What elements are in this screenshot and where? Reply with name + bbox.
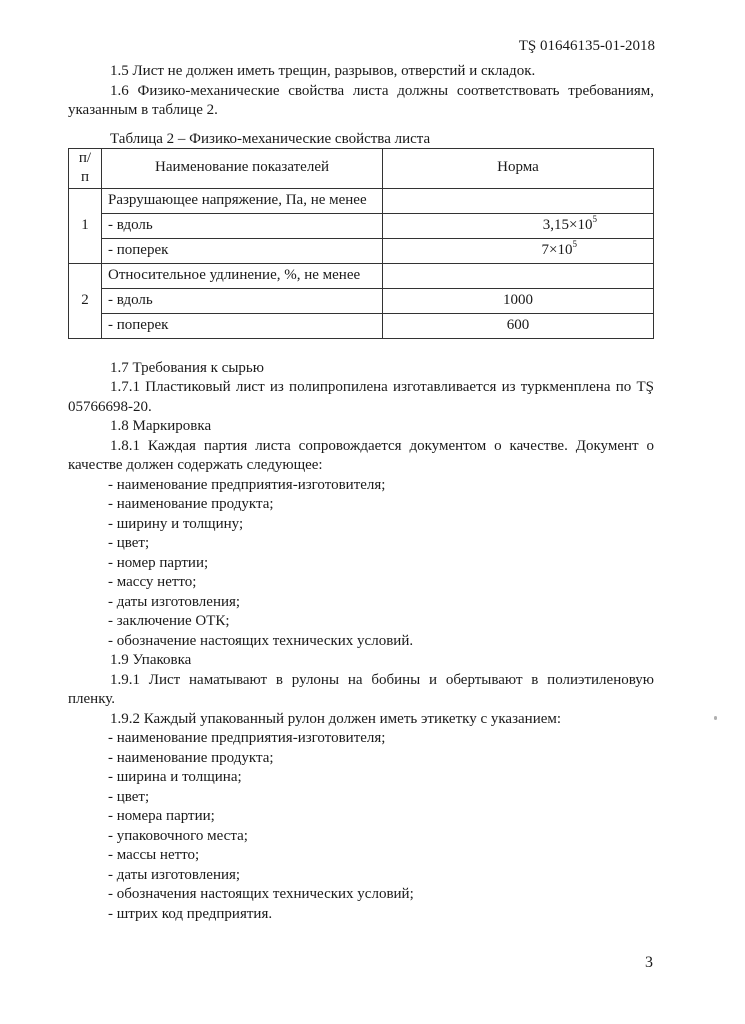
clause-1-5: 1.5 Лист не должен иметь трещин, разрывов, отверстий и складок. xyxy=(110,63,536,79)
norm-cell xyxy=(383,263,654,288)
list-item: - обозначения настоящих технических условий; xyxy=(108,886,414,902)
scan-speck xyxy=(714,716,717,720)
page-content xyxy=(68,62,654,924)
property-direction: - вдоль xyxy=(102,288,383,313)
table-row xyxy=(69,188,654,213)
list-item: - наименование продукта; xyxy=(108,749,274,766)
document-code: TŞ 01646135-01-2018 xyxy=(518,38,655,54)
clause-1-9-1: 1.9.1 Лист наматывают в рулоны на бобины и обертывают в полиэтиленовую пленку. xyxy=(68,671,654,707)
list-item: - наименование предприятия-изготовителя; xyxy=(108,730,386,746)
clause-1-8-1: 1.8.1 Каждая партия листа сопровождается документом о качестве. Документ о качестве должен содержать следующее: xyxy=(68,437,654,473)
norm-exponent: 5 xyxy=(592,213,597,224)
clause-1-6: 1.6 Физико-механические свойства листа должны соответствовать требованиям, указанным в таблице 2. xyxy=(68,82,654,118)
norm-value: 3,15×10 xyxy=(542,216,593,233)
table-header-row xyxy=(69,148,654,188)
label-list xyxy=(68,729,654,924)
page-number: 3 xyxy=(645,954,653,971)
section-heading: 1.8 Маркировка xyxy=(110,418,212,434)
table-row xyxy=(69,238,654,263)
header-num: п/п xyxy=(69,148,102,188)
list-item: - штрих код предприятия. xyxy=(108,905,273,922)
norm-cell xyxy=(383,188,654,213)
list-item: - ширину и толщину; xyxy=(108,515,244,532)
list-item: - номер партии; xyxy=(108,554,209,571)
table-row xyxy=(69,288,654,313)
marking-list xyxy=(68,476,654,652)
properties-table xyxy=(68,148,654,339)
row-number: 2 xyxy=(69,263,102,338)
table-row xyxy=(69,313,654,338)
property-name: Относительное удлинение, %, не менее xyxy=(102,263,383,288)
table-row xyxy=(69,263,654,288)
clause-1-7-1: 1.7.1 Пластиковый лист из полипропилена изготавливается из туркменплена по TŞ 05766698-20. xyxy=(68,379,654,415)
table-row xyxy=(69,213,654,238)
list-item: - массу нетто; xyxy=(108,574,197,590)
list-item: - обозначение настоящих технических условий. xyxy=(108,632,414,649)
list-item: - упаковочного места; xyxy=(108,827,248,844)
property-direction: - вдоль xyxy=(102,213,383,238)
property-name: Разрушающее напряжение, Па, не менее xyxy=(102,188,383,213)
list-item: - массы нетто; xyxy=(108,847,200,863)
norm-value: 1000 xyxy=(383,288,654,313)
property-direction: - поперек xyxy=(102,313,383,338)
list-item: - даты изготовления; xyxy=(108,593,241,610)
clause-1-9-2: 1.9.2 Каждый упакованный рулон должен иметь этикетку с указанием: xyxy=(110,710,562,727)
norm-exponent: 5 xyxy=(572,238,577,249)
norm-value: 600 xyxy=(383,313,654,338)
list-item: - наименование продукта; xyxy=(108,496,274,512)
list-item: - цвет; xyxy=(108,535,150,551)
list-item: - номера партии; xyxy=(108,808,215,824)
header-name: Наименование показателей xyxy=(102,148,383,188)
property-direction: - поперек xyxy=(102,238,383,263)
list-item: - наименование предприятия-изготовителя; xyxy=(108,476,386,493)
section-heading: 1.9 Упаковка xyxy=(110,652,192,668)
norm-cell xyxy=(383,213,654,238)
norm-cell xyxy=(383,238,654,263)
list-item: - ширина и толщина; xyxy=(108,769,242,785)
list-item: - цвет; xyxy=(108,788,150,805)
list-item: - заключение ОТК; xyxy=(108,613,230,629)
row-number: 1 xyxy=(69,188,102,263)
table-caption: Таблица 2 – Физико-механические свойства листа xyxy=(110,130,431,147)
header-norm: Норма xyxy=(383,148,654,188)
section-heading: 1.7 Требования к сырью xyxy=(110,359,264,376)
norm-value: 7×10 xyxy=(541,241,573,258)
list-item: - даты изготовления; xyxy=(108,866,241,883)
